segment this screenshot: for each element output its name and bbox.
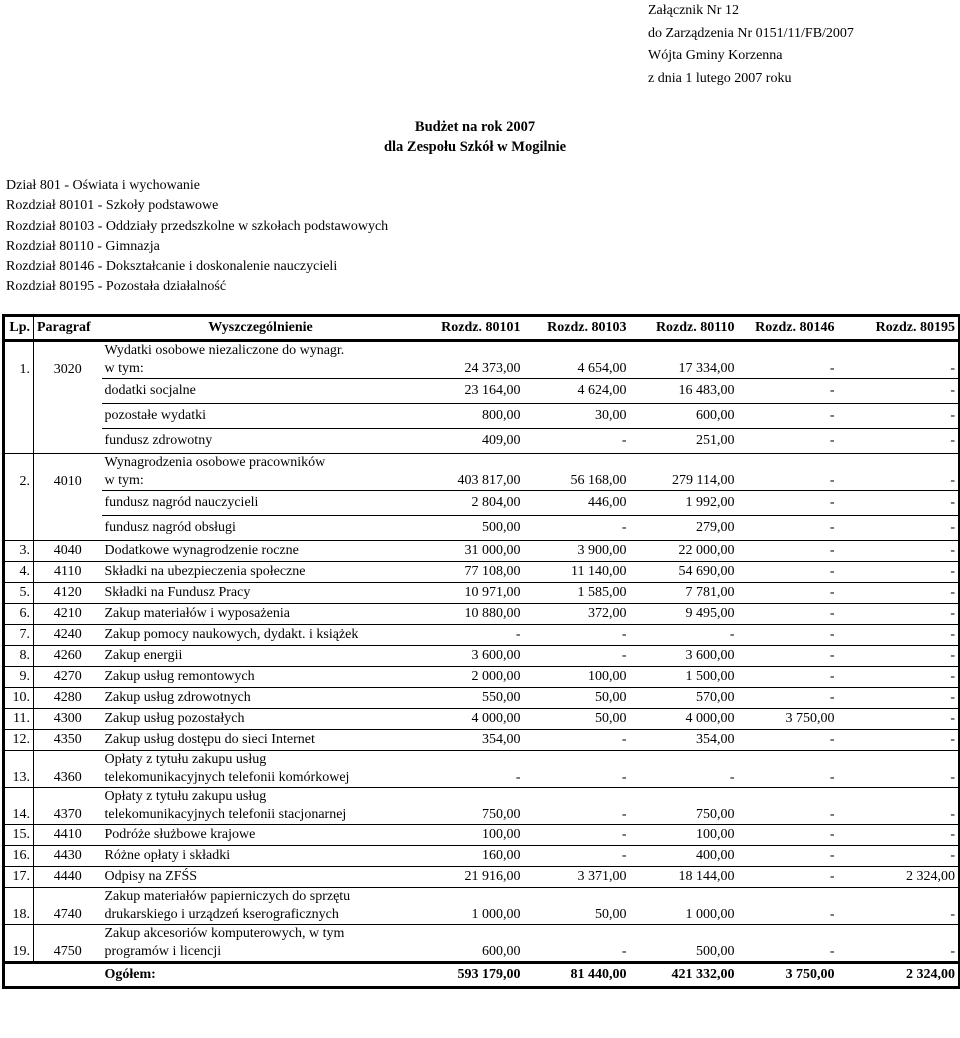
- table-row: [4, 583, 960, 604]
- row-80110: 4 000,00: [630, 709, 738, 730]
- row-80146: -: [738, 751, 838, 788]
- total-80103: 81 440,00: [524, 963, 630, 988]
- row-80101: 750,00: [420, 788, 524, 825]
- row-80101: -: [420, 625, 524, 646]
- table-row: [4, 646, 960, 667]
- row-80195: 2 324,00: [838, 867, 960, 888]
- row-description-line: Zakup usług dostępu do sieci Internet: [104, 732, 315, 747]
- row-description-line: telekomunikacyjnych telefonii komórkowej: [104, 770, 350, 785]
- row-80103: -: [524, 846, 630, 867]
- row-lp: 13.: [4, 751, 34, 788]
- row-description: [102, 341, 420, 379]
- row-80146: -: [738, 867, 838, 888]
- row-lp: 5.: [4, 583, 34, 604]
- row-80103: 100,00: [524, 667, 630, 688]
- row-description: [102, 404, 420, 429]
- row-lp: 14.: [4, 788, 34, 825]
- row-paragraf: [34, 491, 102, 516]
- table-body: [4, 341, 960, 963]
- row-lp: 18.: [4, 888, 34, 925]
- row-description-line: w tym:: [104, 361, 144, 376]
- row-paragraf: 4350: [34, 730, 102, 751]
- row-description: [102, 867, 420, 888]
- row-80146: -: [738, 667, 838, 688]
- header-paragraf: Paragraf: [34, 316, 102, 341]
- row-description-line: telekomunikacyjnych telefonii stacjonarnej: [104, 807, 347, 822]
- title-line-1: Budżet na rok 2007: [414, 119, 536, 135]
- row-description-line: Wynagrodzenia osobowe pracowników: [104, 455, 326, 470]
- row-80110: 1 500,00: [630, 667, 738, 688]
- total-row: [4, 963, 960, 988]
- row-description-line: Opłaty z tytułu zakupu usług: [104, 789, 267, 804]
- row-80103: -: [524, 625, 630, 646]
- total-80101: 593 179,00: [420, 963, 524, 988]
- row-paragraf: 4370: [34, 788, 102, 825]
- row-80146: 3 750,00: [738, 709, 838, 730]
- row-80110: 500,00: [630, 925, 738, 963]
- row-80103: 56 168,00: [524, 454, 630, 491]
- row-description-line: fundusz nagród nauczycieli: [104, 495, 259, 510]
- row-description-line: Podróże służbowe krajowe: [104, 827, 256, 842]
- row-80103: 11 140,00: [524, 562, 630, 583]
- row-80103: 4 654,00: [524, 341, 630, 379]
- row-paragraf: 4270: [34, 667, 102, 688]
- row-paragraf: [34, 516, 102, 541]
- row-description: [102, 516, 420, 541]
- row-lp: 4.: [4, 562, 34, 583]
- table-row: [4, 825, 960, 846]
- row-80101: 24 373,00: [420, 341, 524, 379]
- total-spacer: [4, 963, 102, 988]
- row-80101: 800,00: [420, 404, 524, 429]
- row-description: [102, 751, 420, 788]
- row-80146: -: [738, 825, 838, 846]
- row-80110: 16 483,00: [630, 379, 738, 404]
- row-80195: -: [838, 429, 960, 454]
- row-80101: 409,00: [420, 429, 524, 454]
- row-description-line: fundusz nagród obsługi: [104, 520, 236, 535]
- table-row: [4, 867, 960, 888]
- table-subrow: [4, 491, 960, 516]
- row-80195: -: [838, 925, 960, 963]
- row-80101: -: [420, 751, 524, 788]
- row-80110: 750,00: [630, 788, 738, 825]
- row-80103: 1 585,00: [524, 583, 630, 604]
- row-80110: 570,00: [630, 688, 738, 709]
- row-80195: -: [838, 541, 960, 562]
- row-80103: 3 371,00: [524, 867, 630, 888]
- row-80103: -: [524, 788, 630, 825]
- row-description-line: dodatki socjalne: [104, 383, 196, 398]
- row-80101: 600,00: [420, 925, 524, 963]
- row-80110: 279 114,00: [630, 454, 738, 491]
- table-header-row: [4, 316, 960, 341]
- row-description-line: Zakup materiałów papierniczych do sprzętu: [104, 889, 351, 904]
- table-row: [4, 788, 960, 825]
- row-description: [102, 825, 420, 846]
- row-description-line: Zakup usług pozostałych: [104, 711, 245, 726]
- row-80110: -: [630, 751, 738, 788]
- row-description: [102, 541, 420, 562]
- row-80195: -: [838, 341, 960, 379]
- row-description-line: Zakup akcesoriów komputerowych, w tym: [104, 926, 345, 941]
- row-80146: -: [738, 379, 838, 404]
- row-80195: -: [838, 604, 960, 625]
- table-row: [4, 667, 960, 688]
- row-80195: -: [838, 825, 960, 846]
- row-80110: 400,00: [630, 846, 738, 867]
- row-80146: -: [738, 562, 838, 583]
- header-80195: Rozdz. 80195: [838, 316, 960, 341]
- row-80103: -: [524, 751, 630, 788]
- annex-line-2: do Zarządzenia Nr 0151/11/FB/2007: [648, 25, 854, 41]
- row-description-line: Opłaty z tytułu zakupu usług: [104, 752, 267, 767]
- table-row: [4, 341, 960, 379]
- row-80146: -: [738, 341, 838, 379]
- table-row: [4, 709, 960, 730]
- row-80101: 23 164,00: [420, 379, 524, 404]
- row-lp: [4, 379, 34, 404]
- table-subrow: [4, 429, 960, 454]
- row-description: [102, 429, 420, 454]
- row-description: [102, 688, 420, 709]
- row-description: [102, 667, 420, 688]
- row-paragraf: 4010: [53, 473, 82, 489]
- row-description: [102, 730, 420, 751]
- row-80195: -: [838, 730, 960, 751]
- row-description-line: Wydatki osobowe niezaliczone do wynagr.: [104, 343, 345, 358]
- header-80146: Rozdz. 80146: [738, 316, 838, 341]
- row-description: [102, 625, 420, 646]
- row-80110: 3 600,00: [630, 646, 738, 667]
- row-80101: 2 804,00: [420, 491, 524, 516]
- row-lp: 9.: [4, 667, 34, 688]
- row-80101: 21 916,00: [420, 867, 524, 888]
- row-description: [102, 788, 420, 825]
- table-row: [4, 888, 960, 925]
- row-lp: 16.: [4, 846, 34, 867]
- row-80110: 100,00: [630, 825, 738, 846]
- row-80110: 7 781,00: [630, 583, 738, 604]
- row-80195: -: [838, 788, 960, 825]
- row-80195: -: [838, 667, 960, 688]
- row-80146: -: [738, 688, 838, 709]
- row-80146: -: [738, 454, 838, 491]
- table-subrow: [4, 516, 960, 541]
- row-lp: 12.: [4, 730, 34, 751]
- row-lp: 3.: [4, 541, 34, 562]
- row-paragraf: 4210: [34, 604, 102, 625]
- row-80195: -: [838, 625, 960, 646]
- section-item: Rozdział 80195 - Pozostała działalność: [6, 279, 227, 295]
- table-row: [4, 625, 960, 646]
- budget-table: [2, 314, 960, 989]
- row-lp: 19.: [4, 925, 34, 963]
- row-lp: 6.: [4, 604, 34, 625]
- row-80101: 10 880,00: [420, 604, 524, 625]
- row-80146: -: [738, 429, 838, 454]
- row-80146: -: [738, 541, 838, 562]
- row-description: [102, 709, 420, 730]
- row-80103: -: [524, 825, 630, 846]
- section-item: Rozdział 80110 - Gimnazja: [6, 238, 160, 254]
- row-description: [102, 888, 420, 925]
- row-80103: 50,00: [524, 709, 630, 730]
- row-paragraf: 4260: [34, 646, 102, 667]
- row-80146: -: [738, 646, 838, 667]
- row-paragraf: [34, 379, 102, 404]
- row-80195: -: [838, 454, 960, 491]
- row-80110: 54 690,00: [630, 562, 738, 583]
- row-80101: 1 000,00: [420, 888, 524, 925]
- row-80103: 50,00: [524, 888, 630, 925]
- row-80110: 22 000,00: [630, 541, 738, 562]
- row-80146: -: [738, 583, 838, 604]
- row-lp: 17.: [4, 867, 34, 888]
- row-paragraf: 3020: [53, 361, 82, 377]
- row-description: [102, 454, 420, 491]
- row-80110: 251,00: [630, 429, 738, 454]
- table-subrow: [4, 379, 960, 404]
- row-80103: -: [524, 429, 630, 454]
- row-80103: -: [524, 516, 630, 541]
- row-description: [102, 846, 420, 867]
- row-description-line: Zakup materiałów i wyposażenia: [104, 606, 290, 621]
- row-description-line: Zakup usług zdrowotnych: [104, 690, 251, 705]
- row-80195: -: [838, 562, 960, 583]
- row-description: [102, 604, 420, 625]
- row-80195: -: [838, 646, 960, 667]
- row-lp: 11.: [4, 709, 34, 730]
- table-row: [4, 925, 960, 963]
- row-80101: 354,00: [420, 730, 524, 751]
- row-80101: 403 817,00: [420, 454, 524, 491]
- row-lp: 2.: [4, 454, 34, 491]
- row-paragraf: [34, 429, 102, 454]
- row-80103: -: [524, 646, 630, 667]
- header-80101: Rozdz. 80101: [420, 316, 524, 341]
- table-row: [4, 541, 960, 562]
- row-80101: 4 000,00: [420, 709, 524, 730]
- row-description-line: programów i licencji: [104, 944, 222, 959]
- row-80110: 17 334,00: [630, 341, 738, 379]
- row-paragraf: 4740: [34, 888, 102, 925]
- row-lp: 10.: [4, 688, 34, 709]
- row-80101: 31 000,00: [420, 541, 524, 562]
- document-title: [0, 117, 950, 157]
- row-80146: -: [738, 516, 838, 541]
- row-paragraf: 4410: [34, 825, 102, 846]
- row-description-line: fundusz zdrowotny: [104, 433, 213, 448]
- row-description-line: Różne opłaty i składki: [104, 848, 231, 863]
- header-description: Wyszczególnienie: [102, 316, 420, 341]
- row-description: [102, 583, 420, 604]
- row-80146: -: [738, 404, 838, 429]
- annex-line-3: Wójta Gminy Korzenna: [648, 48, 783, 63]
- row-paragraf: 4360: [34, 751, 102, 788]
- row-80103: -: [524, 730, 630, 751]
- row-80195: -: [838, 583, 960, 604]
- row-lp: 15.: [4, 825, 34, 846]
- header-80103: Rozdz. 80103: [524, 316, 630, 341]
- row-description: [102, 646, 420, 667]
- row-lp: 8.: [4, 646, 34, 667]
- row-80195: -: [838, 888, 960, 925]
- row-paragraf: 4040: [34, 541, 102, 562]
- row-80101: 77 108,00: [420, 562, 524, 583]
- table-row: [4, 604, 960, 625]
- row-description-line: w tym:: [104, 473, 144, 488]
- row-80195: -: [838, 751, 960, 788]
- row-lp: [4, 429, 34, 454]
- row-80101: 100,00: [420, 825, 524, 846]
- row-description: [102, 379, 420, 404]
- row-80103: 3 900,00: [524, 541, 630, 562]
- row-80101: 550,00: [420, 688, 524, 709]
- table-row: [4, 730, 960, 751]
- row-description-line: pozostałe wydatki: [104, 408, 206, 423]
- total-80195: 2 324,00: [838, 963, 960, 988]
- row-80103: 50,00: [524, 688, 630, 709]
- table-subrow: [4, 404, 960, 429]
- annex-header: [648, 0, 854, 90]
- section-item: Rozdział 80101 - Szkoły podstawowe: [6, 198, 219, 214]
- row-description: [102, 491, 420, 516]
- row-80110: 18 144,00: [630, 867, 738, 888]
- row-paragraf: [34, 404, 102, 429]
- row-80146: -: [738, 925, 838, 963]
- row-lp: [4, 516, 34, 541]
- row-80195: -: [838, 709, 960, 730]
- total-80146: 3 750,00: [738, 963, 838, 988]
- table-row: [4, 562, 960, 583]
- row-description-line: Zakup usług remontowych: [104, 669, 255, 684]
- row-80101: 10 971,00: [420, 583, 524, 604]
- row-80146: -: [738, 846, 838, 867]
- row-description-line: Zakup energii: [104, 648, 183, 663]
- row-paragraf: 4300: [34, 709, 102, 730]
- row-80146: -: [738, 604, 838, 625]
- row-description: [102, 925, 420, 963]
- row-paragraf: 4430: [34, 846, 102, 867]
- row-description-line: Składki na Fundusz Pracy: [104, 585, 251, 600]
- row-80195: -: [838, 491, 960, 516]
- row-80195: -: [838, 379, 960, 404]
- table-row: [4, 454, 960, 491]
- row-80103: 4 624,00: [524, 379, 630, 404]
- row-80195: -: [838, 516, 960, 541]
- row-80110: 354,00: [630, 730, 738, 751]
- row-80146: -: [738, 788, 838, 825]
- section-item: Rozdział 80146 - Dokształcanie i doskonalenie nauczycieli: [6, 259, 338, 275]
- row-paragraf: 4120: [34, 583, 102, 604]
- row-80195: -: [838, 846, 960, 867]
- row-description-line: Zakup pomocy naukowych, dydakt. i książek: [104, 627, 359, 642]
- row-80146: -: [738, 730, 838, 751]
- row-description-line: drukarskiego i urządzeń kserograficznych: [104, 907, 339, 922]
- row-80195: -: [838, 404, 960, 429]
- row-lp: 7.: [4, 625, 34, 646]
- row-description-line: Dodatkowe wynagrodzenie roczne: [104, 543, 299, 558]
- section-list: [6, 176, 388, 298]
- row-80110: 279,00: [630, 516, 738, 541]
- row-80101: 160,00: [420, 846, 524, 867]
- row-80195: -: [838, 688, 960, 709]
- row-description-line: Składki na ubezpieczenia społeczne: [104, 564, 306, 579]
- title-line-2: dla Zespołu Szkół w Mogilnie: [383, 139, 567, 155]
- row-description: [102, 562, 420, 583]
- section-item: Dział 801 - Oświata i wychowanie: [6, 178, 200, 193]
- row-80110: 600,00: [630, 404, 738, 429]
- row-lp: 1.: [4, 341, 34, 379]
- row-paragraf: 4110: [34, 562, 102, 583]
- total-80110: 421 332,00: [630, 963, 738, 988]
- row-80146: -: [738, 491, 838, 516]
- table-row: [4, 688, 960, 709]
- row-80110: -: [630, 625, 738, 646]
- row-80146: -: [738, 625, 838, 646]
- row-80101: 3 600,00: [420, 646, 524, 667]
- header-lp: Lp.: [4, 316, 34, 341]
- total-label: Ogółem:: [102, 963, 420, 988]
- row-80110: 1 992,00: [630, 491, 738, 516]
- row-80110: 9 495,00: [630, 604, 738, 625]
- header-80110: Rozdz. 80110: [630, 316, 738, 341]
- row-paragraf: 4440: [34, 867, 102, 888]
- row-80103: 372,00: [524, 604, 630, 625]
- annex-line-1: Załącznik Nr 12: [648, 3, 739, 18]
- row-paragraf: 4240: [34, 625, 102, 646]
- section-item: Rozdział 80103 - Oddziały przedszkolne w szkołach podstawowych: [6, 218, 389, 234]
- row-80103: -: [524, 925, 630, 963]
- row-80101: 2 000,00: [420, 667, 524, 688]
- row-80110: 1 000,00: [630, 888, 738, 925]
- table-row: [4, 846, 960, 867]
- row-80101: 500,00: [420, 516, 524, 541]
- row-paragraf: 4750: [34, 925, 102, 963]
- row-80146: -: [738, 888, 838, 925]
- row-lp: [4, 404, 34, 429]
- row-80103: 446,00: [524, 491, 630, 516]
- row-description-line: Odpisy na ZFŚS: [104, 869, 198, 884]
- annex-line-4: z dnia 1 lutego 2007 roku: [648, 70, 792, 86]
- row-paragraf: 4280: [34, 688, 102, 709]
- table-row: [4, 751, 960, 788]
- row-80103: 30,00: [524, 404, 630, 429]
- row-lp: [4, 491, 34, 516]
